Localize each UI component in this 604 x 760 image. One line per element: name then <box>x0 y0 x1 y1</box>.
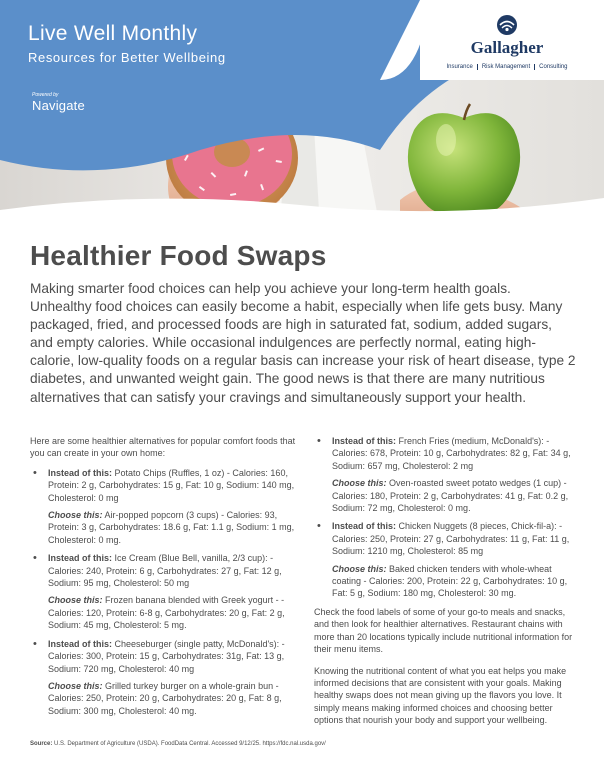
instead-text: Chicken Nuggets (8 pieces, Chick-fil-a): - Calories: 250, Protein: 27 g, Carbohydrates: 11 g, Fat: 11 g, Sodium: 1210 mg, Cholesterol: 85 mg <box>332 521 570 557</box>
brand-tag-risk: Risk Management <box>477 64 534 70</box>
food-labels-paragraph: Check the food labels of some of your go-to meals and snacks, and then look for healthier alternatives. Restaurant chains with more than 20 locations typically include nutritional information for their menu items. <box>314 606 573 655</box>
source-text: U.S. Department of Agriculture (USDA). FoodData Central. Accessed 9/12/25. https://fdc.nal.usda.gov/ <box>54 741 326 747</box>
source-note <box>30 741 326 747</box>
right-column <box>314 435 580 736</box>
choose-label: Choose this: <box>332 478 387 489</box>
article-intro: Making smarter food choices can help you achieve your long-term health goals. Unhealthy food choices can easily become a habit, especially when life gets busy. Many packaged, fried, and processed foods are high in saturated fat, sodium, added sugars, and empty calories. While occasional indulgences are perfectly normal, eating high-calorie, low-quality foods on a regular basis can increase your risk of heart disease, type 2 diabetes, and unwanted weight gain. The good news is that there are many nutritious alternatives that can satisfy your cravings and simultaneously support your health. <box>30 281 576 405</box>
instead-label: Instead of this: <box>332 521 397 532</box>
choose-label: Choose this: <box>48 680 103 691</box>
choose-text: Frozen banana blended with Greek yogurt - -Calories: 120, Protein: 6-8 g, Carbohydrates: 20 g, Fat: 2 g, Sodium: 45 mg, Cholesterol: 5 mg. <box>48 595 285 631</box>
instead-label: Instead of this: <box>48 467 113 478</box>
list-item <box>314 520 580 599</box>
hero-banner <box>0 0 604 228</box>
list-item <box>314 435 580 514</box>
choose-text: Grilled turkey burger on a whole-grain bun - Calories: 250, Protein: 20 g, Carbohydrates: 20 g, Fat: 8 g, Sodium: 300 mg, Cholesterol: 40 mg. <box>48 680 282 716</box>
article-headline: Healthier Food Swaps <box>30 240 327 271</box>
instead-label: Instead of this: <box>48 553 113 564</box>
source-label: Source: <box>30 741 53 747</box>
left-column <box>30 435 298 723</box>
swaps-list-right <box>314 435 580 600</box>
closing-paragraph: Knowing the nutritional content of what you eat helps you make informed decisions that are consistent with your goals. Making healthy swaps does not mean giving up the flavors you love. It simply means making informed choices and choosing better options that nourish your body and support your wellbeing. <box>314 665 567 726</box>
masthead-title: Live Well Monthly <box>28 22 198 45</box>
list-item <box>30 467 298 546</box>
choose-label: Choose this: <box>48 595 103 606</box>
instead-label: Instead of this: <box>332 436 397 446</box>
powered-by-label: Powered by <box>32 92 59 98</box>
navigate-logo: Navigate <box>32 98 85 113</box>
instead-text: French Fries (medium, McDonald's): - Calories: 678, Protein: 10 g, Carbohydrates: 82 g, Fat: 34 g, Sodium: 657 mg, Cholesterol: 2 mg <box>332 436 571 471</box>
brand-name: Gallagher <box>470 38 544 57</box>
brand-tag-insurance: Insurance <box>446 64 473 70</box>
choose-text: Baked chicken tenders with whole-wheat coating - Calories: 200, Protein: 22 g, Carbohydrates: 10 g, Fat: 5 g, Sodium: 180 mg, Cholesterol: 30 mg. <box>332 563 568 599</box>
instead-label: Instead of this: <box>48 638 113 649</box>
brand-tag-consulting: Consulting <box>534 64 571 70</box>
choose-label: Choose this: <box>332 563 387 574</box>
instead-text: Potato Chips (Ruffles, 1 oz) - Calories: 160, Protein: 2 g, Carbohydrates: 15 g, Fat: 10 g, Sodium: 140 mg, Cholesterol: 0 mg <box>48 467 295 503</box>
gallagher-logo-icon <box>494 14 520 36</box>
swaps-list-left <box>30 467 298 717</box>
list-item <box>30 638 298 717</box>
instead-text: Ice Cream (Blue Bell, vanilla, 2/3 cup): - Calories: 240, Protein: 6 g, Carbohydrates: 27 g, Fat: 12 g, Sodium: 95 mg, Cholesterol: 50 mg <box>48 553 282 589</box>
apple-image <box>408 104 520 215</box>
gallagher-brand <box>432 14 582 70</box>
masthead-subtitle: Resources for Better Wellbeing <box>28 50 226 65</box>
swaps-lead: Here are some healthier alternatives for popular comfort foods that you can create in your own home: <box>30 436 296 459</box>
instead-text: Cheeseburger (single patty, McDonald's): - Calories: 300, Protein: 15 g, Carbohydrates: 31g, Fat: 13 g, Sodium: 720 mg, Cholesterol: 40 mg <box>48 638 285 674</box>
list-item <box>30 552 298 631</box>
choose-text: Air-popped popcorn (3 cups) - Calories: 93, Protein: 3 g, Carbohydrates: 18.6 g, Fat: 1.1 g, Sodium: 1 mg, Cholesterol: 0 mg. <box>48 510 295 545</box>
brand-tagline <box>432 64 582 70</box>
choose-text: Oven-roasted sweet potato wedges (1 cup) - Calories: 180, Protein: 2 g, Carbohydrates: 41 g, Fat: 0.2 g, Sodium: 72 mg, Cholesterol: 0 mg. <box>332 478 569 514</box>
choose-label: Choose this: <box>48 510 103 521</box>
